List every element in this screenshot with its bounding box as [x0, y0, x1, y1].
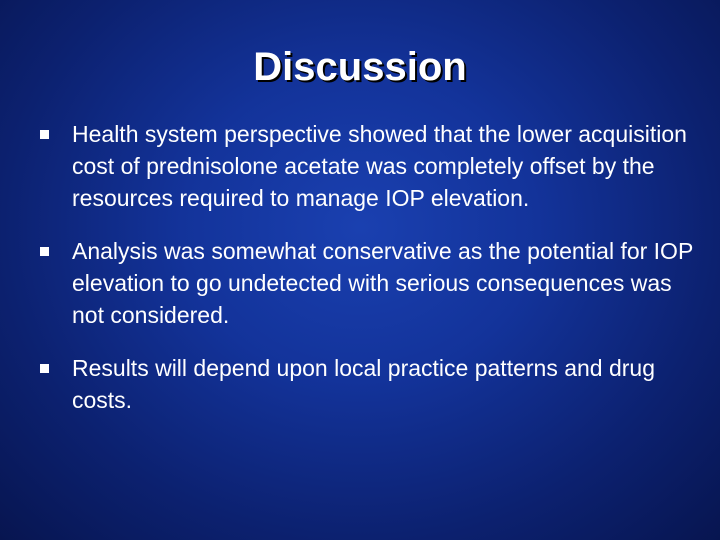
slide-title: Discussion [253, 45, 467, 89]
bullet-item [40, 352, 700, 416]
bullet-text: Analysis was somewhat conservative as the potential for IOP elevation to go undetected with serious consequences was not considered. [72, 238, 693, 328]
bullet-item [40, 235, 700, 331]
square-bullet-icon [40, 130, 49, 139]
bullet-item [40, 118, 700, 214]
bullet-text: Results will depend upon local practice patterns and drug costs. [72, 355, 656, 413]
square-bullet-icon [40, 247, 49, 256]
bullet-list [40, 118, 700, 437]
square-bullet-icon [40, 364, 49, 373]
bullet-text: Health system perspective showed that the lower acquisition cost of prednisolone acetate was completely offset by the resources required to manage IOP elevation. [72, 121, 687, 211]
